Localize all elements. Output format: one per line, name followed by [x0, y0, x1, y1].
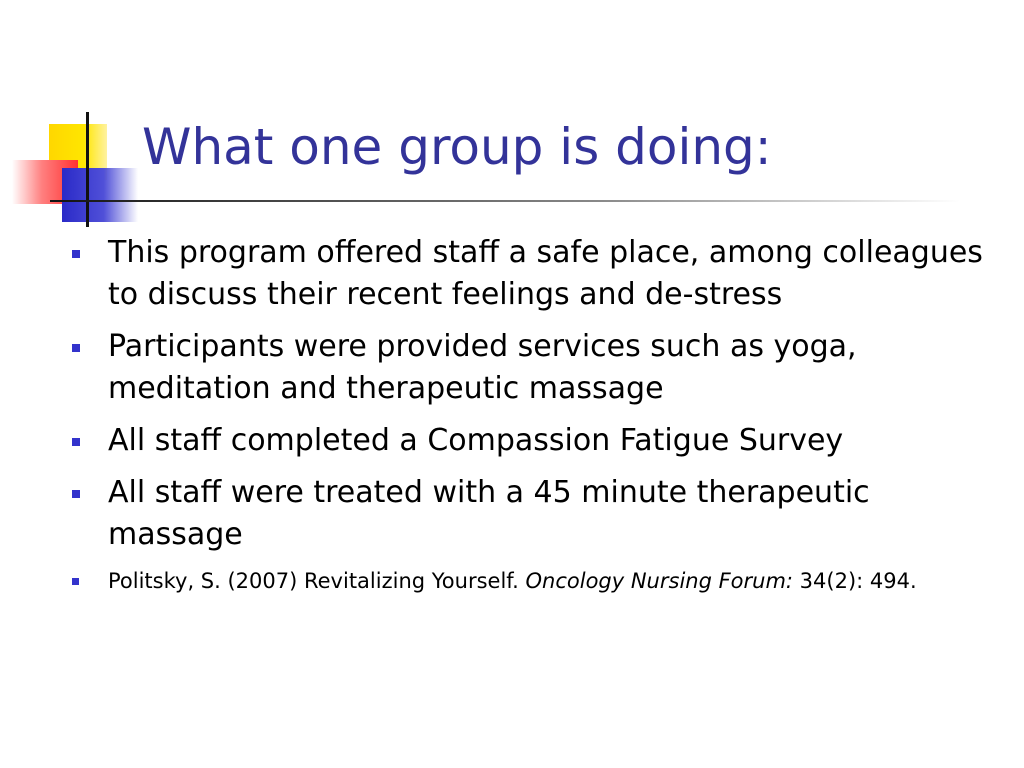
reference-prefix: Politsky, S. (2007) Revitalizing Yourself.	[108, 569, 526, 593]
reference-item	[0, 566, 1024, 596]
corner-logo-decoration	[0, 0, 160, 240]
bullet-text: This program offered staff a safe place, among colleagues to discuss their recent feelings and de-stress	[108, 235, 983, 312]
bullet-item	[0, 232, 1024, 316]
bullet-item	[0, 420, 1024, 462]
slide-title: What one group is doing:	[142, 118, 772, 176]
bullet-item	[0, 472, 1024, 556]
logo-vertical-line	[86, 112, 89, 227]
square-bullet-icon	[72, 250, 80, 258]
square-bullet-icon	[72, 490, 80, 498]
logo-blue-square	[62, 168, 138, 222]
bullet-text: All staff were treated with a 45 minute therapeutic massage	[108, 475, 870, 552]
square-bullet-icon	[72, 578, 79, 585]
bullet-text: All staff completed a Compassion Fatigue Survey	[108, 423, 844, 458]
bullet-item	[0, 326, 1024, 410]
reference-journal: Oncology Nursing Forum:	[525, 569, 793, 593]
reference-suffix: 34(2): 494.	[793, 569, 917, 593]
bullet-text: Participants were provided services such as yoga, meditation and therapeutic massage	[108, 329, 857, 406]
square-bullet-icon	[72, 438, 80, 446]
bullet-list	[0, 232, 1024, 596]
square-bullet-icon	[72, 344, 80, 352]
title-underline-divider	[50, 200, 960, 202]
